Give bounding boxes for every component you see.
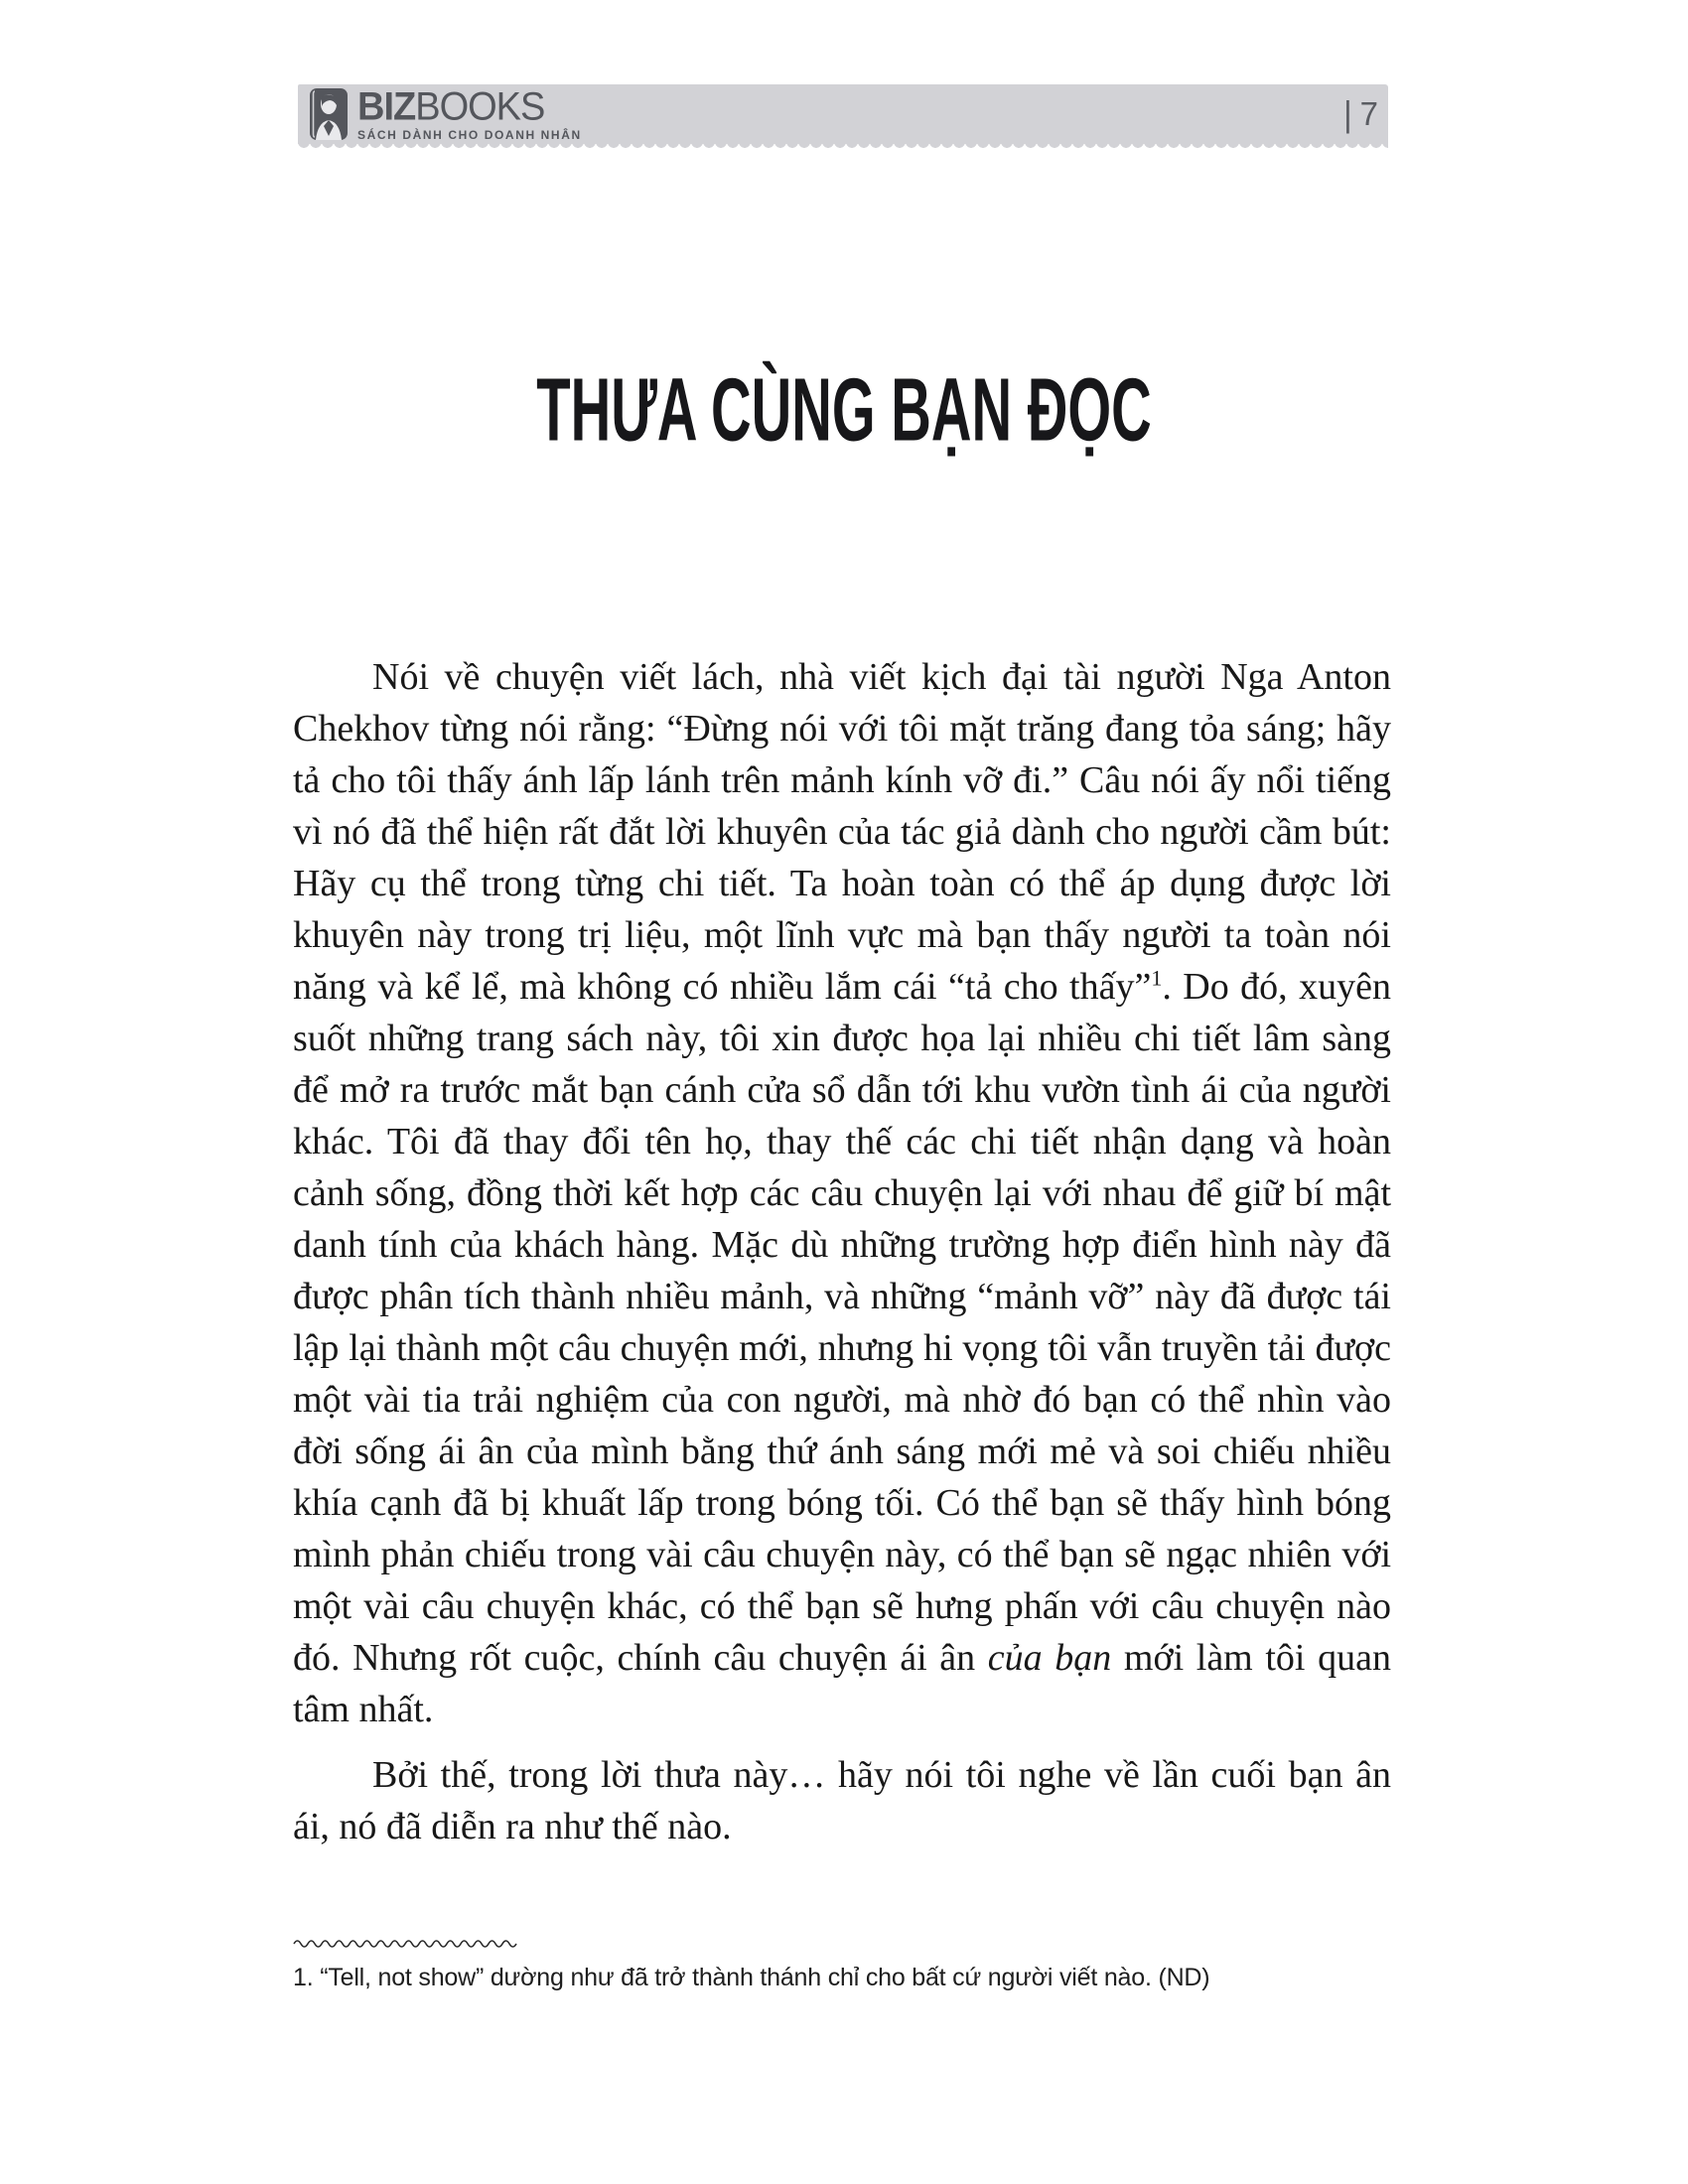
- header-bar: [298, 84, 1388, 144]
- paragraph-1-italic-run: của bạn: [987, 1637, 1112, 1679]
- brand: [310, 84, 582, 142]
- brand-name-biz: BIZ: [357, 84, 416, 129]
- stamp-edge-decoration: [298, 143, 1388, 150]
- bizbooks-logo-icon: [310, 88, 348, 140]
- paragraph-1-run-2: . Do đó, xuyên suốt những trang sách này, tôi xin được họa lại nhiều chi tiết lâm sàng để mở ra trước mắt bạn cánh cửa sổ dẫn tới khu vườn tình ái của người khác. Tôi đã thay đổi tên họ, thay thế các chi tiết nhận dạng và hoàn cảnh sống, đồng thời kết hợp các câu chuyện lại với nhau để giữ bí mật danh tính của khách hàng. Mặc dù những trường hợp điển hình này đã được phân tích thành nhiều mảnh, và những “mảnh vỡ” này đã được tái lập lại thành một câu chuyện mới, nhưng hi vọng tôi vẫn truyền tải được một vài tia trải nghiệm của con người, mà nhờ đó bạn có thể nhìn vào đời sống ái ân của mình bằng thứ ánh sáng mới mẻ và soi chiếu nhiều khía cạnh đã bị khuất lấp trong bóng tối. Có thể bạn sẽ thấy hình bóng mình phản chiếu trong vài câu chuyện này, có thể bạn sẽ ngạc nhiên với một vài câu chuyện khác, có thể bạn sẽ hưng phấn với câu chuyện nào đó. Nhưng rốt cuộc, chính câu chuyện ái ân: [293, 966, 1391, 1679]
- footnote-text: 1. “Tell, not show” dường như đã trở thành thánh chỉ cho bất cứ người viết nào. (ND): [293, 1964, 1210, 1991]
- chapter-title: THƯA CÙNG BẠN ĐỌC: [536, 360, 1152, 461]
- footnote-divider: [293, 1936, 523, 1948]
- page-number-value: 7: [1359, 95, 1378, 132]
- brand-text: [357, 84, 582, 142]
- page-number-separator: |: [1343, 93, 1352, 134]
- footnote-reference: 1: [1151, 965, 1163, 991]
- brand-tagline: SÁCH DÀNH CHO DOANH NHÂN: [357, 127, 582, 142]
- body-text: [293, 651, 1391, 1852]
- paragraph-1-run-3: mới làm tôi quan tâm nhất.: [293, 1637, 1391, 1730]
- brand-name: [357, 84, 582, 129]
- page-number: [1343, 95, 1378, 133]
- brand-name-books: BOOKS: [415, 84, 545, 129]
- paragraph-1-run-1: Nói về chuyện viết lách, nhà viết kịch đại tài người Nga Anton Chekhov từng nói rằng: “Đừng nói với tôi mặt trăng đang tỏa sáng; hãy tả cho tôi thấy ánh lấp lánh trên mảnh kính vỡ đi.” Câu nói ấy nổi tiếng vì nó đã thể hiện rất đắt lời khuyên của tác giả dành cho người cầm bút: Hãy cụ thể trong từng chi tiết. Ta hoàn toàn có thể áp dụng được lời khuyên này trong trị liệu, một lĩnh vực mà bạn thấy người ta toàn nói năng và kể lể, mà không có nhiều lắm cái “tả cho thấy”: [293, 656, 1391, 1008]
- paragraph-1: [293, 651, 1391, 1735]
- footnote-area: [293, 1936, 1391, 1992]
- paragraph-2: Bởi thế, trong lời thưa này… hãy nói tôi nghe về lần cuối bạn ân ái, nó đã diễn ra như thế nào.: [293, 1754, 1391, 1847]
